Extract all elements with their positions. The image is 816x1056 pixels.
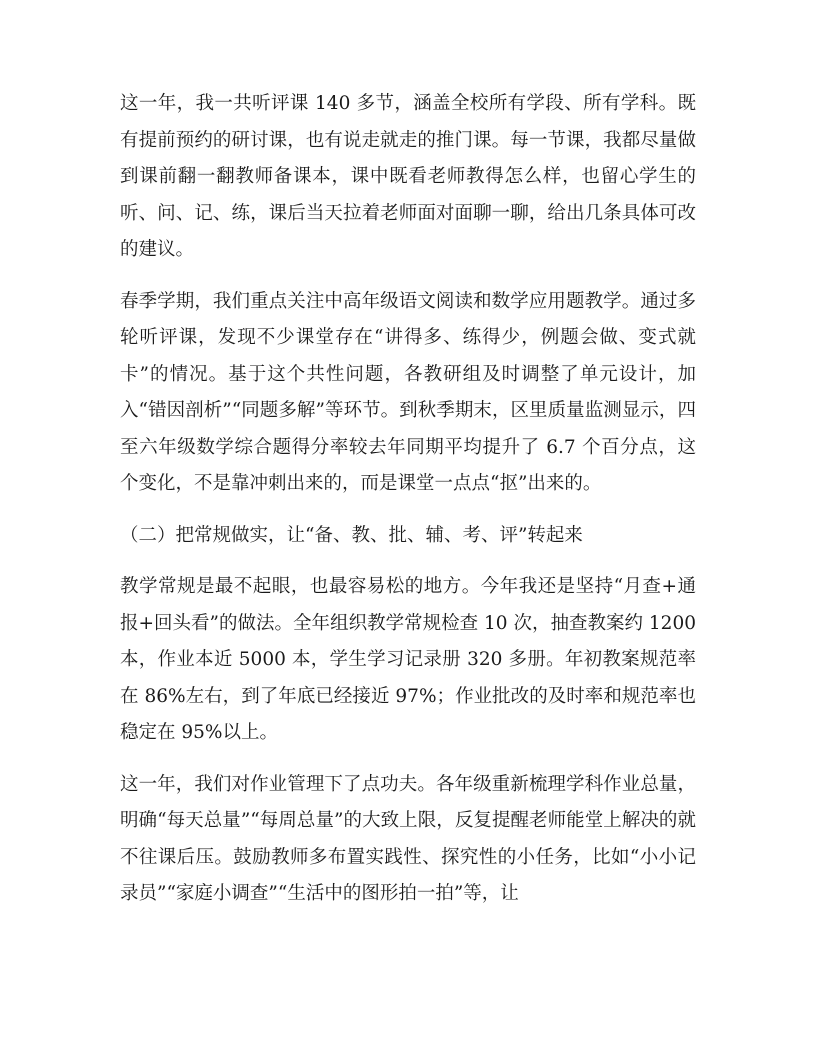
document-body	[120, 86, 696, 928]
paragraph-spring-semester: 春季学期，我们重点关注中高年级语文阅读和数学应用题教学。通过多轮听评课，发现不少课堂存在“讲得多、练得少，例题会做、变式就卡”的情况。基于这个共性问题，各教研组及时调整了单元设计，加入“错因剖析”“同题多解”等环节。到秋季期末，区里质量监测显示，四至六年级数学综合题得分率较去年同期平均提升了 6.7 个百分点，这个变化，不是靠冲刺出来的，而是课堂一点点“抠”出来的。	[120, 290, 696, 494]
paragraph-lesson-observation: 这一年，我一共听评课 140 多节，涵盖全校所有学段、所有学科。既有提前预约的研讨课，也有说走就走的推门课。每一节课，我都尽量做到课前翻一翻教师备课本，课中既看老师教得怎么样，也留心学生的听、问、记、练，课后当天拉着老师面对面聊一聊，给出几条具体可改的建议。	[120, 93, 696, 260]
paragraph-teaching-routine: 教学常规是最不起眼，也最容易松的地方。今年我还是坚持“月查+通报+回头看”的做法。全年组织教学常规检查 10 次，抽查教案约 1200 本，作业本近 5000 本，学生学习记录册 320 多册。年初教案规范率在 86%左右，到了年底已经接近 97%；作业批改的及时率和规范率也稳定在 95%以上。	[120, 576, 696, 743]
paragraph-homework-management: 这一年，我们对作业管理下了点功夫。各年级重新梳理学科作业总量，明确“每天总量”“每周总量”的大致上限，反复提醒老师能堂上解决的就不往课后压。鼓励教师多布置实践性、探究性的小任务，比如“小小记录员”“家庭小调查”“生活中的图形拍一拍”等，让	[120, 773, 696, 904]
section-heading: （二）把常规做实，让“备、教、批、辅、考、评”转起来	[120, 524, 583, 546]
